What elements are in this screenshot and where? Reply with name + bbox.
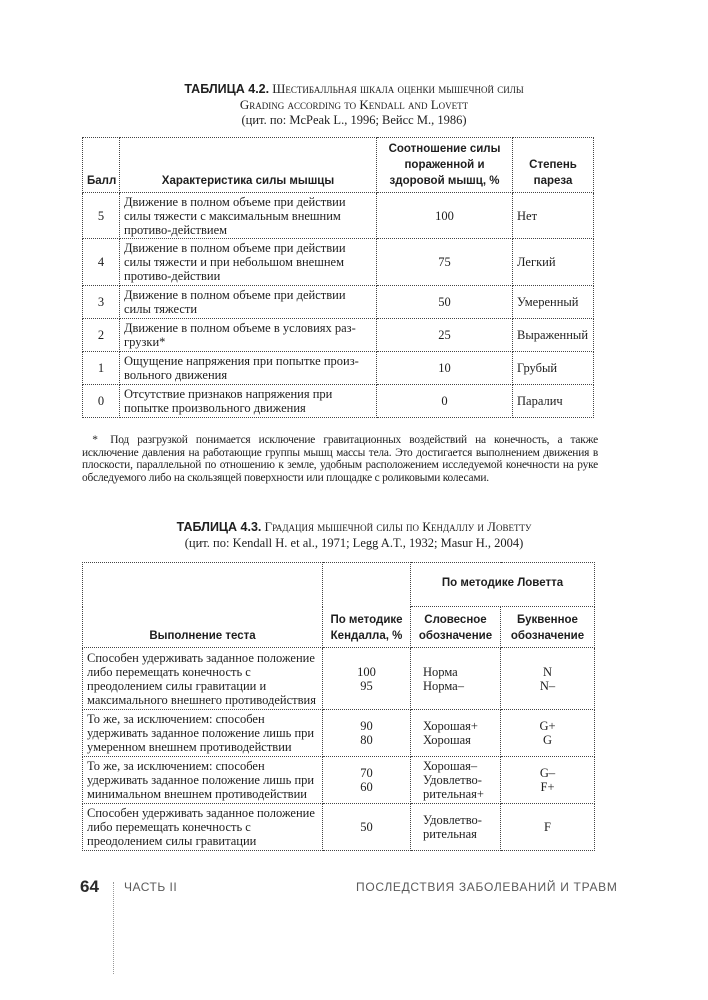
table-4-2-subtitle: Grading according to Kendall and Lovett	[239, 97, 469, 112]
kendall-cell	[323, 757, 411, 804]
score-cell: 4	[83, 239, 120, 286]
letter-value: G+	[539, 719, 556, 733]
table-row	[83, 804, 595, 851]
verbal-cell: Удовлетво-рительная	[411, 804, 501, 851]
kendall-value: 95	[360, 678, 373, 693]
score-cell: 1	[83, 352, 120, 385]
description-cell: Движение в полном объеме при действии силы тяжести	[120, 286, 377, 319]
header-lovett: По методике Ловетта	[411, 563, 595, 607]
verbal-cell	[411, 757, 501, 804]
score-cell: 0	[83, 385, 120, 418]
table-4-2-footnote	[82, 434, 598, 484]
paresis-cell: Умеренный	[513, 286, 594, 319]
kendall-value: 100	[357, 664, 376, 679]
ratio-cell: 0	[377, 385, 513, 418]
table-4-2-citation: (цит. по: McPeak L., 1996; Вейсс М., 1986)	[241, 113, 467, 127]
kendall-cell: 50	[323, 804, 411, 851]
table-row	[83, 757, 595, 804]
verbal-cell	[411, 710, 501, 757]
ratio-cell: 50	[377, 286, 513, 319]
table-row	[83, 385, 594, 418]
table-row	[83, 193, 594, 239]
footnote-text: Под разгрузкой понимается исключение гравитационных воздействий на конечность, а также исключение давления на работающие группы мышц массы тела. Это достигается выполнением движения в плоскости, параллельной по отношению к земле, удобным расположением исследуемой конечности на руке обследуемого либо на скользящей поверхности или площадке с роликовыми колесами.	[82, 434, 599, 484]
letter-cell	[501, 757, 595, 804]
ratio-cell: 25	[377, 319, 513, 352]
verbal-value: Норма–	[423, 678, 464, 693]
score-cell: 2	[83, 319, 120, 352]
description-cell: Движение в полном объеме при действии силы тяжести с максимальным внешним противо-действием	[120, 193, 377, 239]
kendall-cell	[323, 648, 411, 710]
header-test: Выполнение теста	[83, 563, 323, 648]
table-4-2-title: Шестибалльная шкала оценки мышечной силы	[272, 81, 524, 96]
description-cell: Движение в полном объеме при действии силы тяжести и при небольшом внешнем противо-действии	[120, 239, 377, 286]
ratio-cell: 10	[377, 352, 513, 385]
test-cell: Способен удерживать заданное положение либо перемещать конечность с преодолением силы гравитации	[83, 804, 323, 851]
table-row	[83, 239, 594, 286]
verbal-value: Хорошая	[423, 733, 471, 747]
test-cell: То же, за исключением: способен удерживать заданное положение лишь при умеренном внешнем противодействии	[83, 710, 323, 757]
muscle-strength-grading-table	[82, 137, 594, 418]
table-row	[83, 648, 595, 710]
header-letter: Буквенное обозначение	[501, 607, 595, 648]
score-cell: 5	[83, 193, 120, 239]
verbal-cell	[411, 648, 501, 710]
table-4-3-citation: (цит. по: Kendall H. et al., 1971; Legg A.T., 1932; Masur H., 2004)	[184, 536, 524, 550]
score-cell: 3	[83, 286, 120, 319]
verbal-value: Норма	[423, 664, 458, 679]
description-cell: Отсутствие признаков напряжения при попытке произвольного движения	[120, 385, 377, 418]
letter-value: F+	[540, 780, 555, 794]
header-score: Балл	[83, 138, 120, 193]
table-row	[83, 710, 595, 757]
letter-cell: F	[501, 804, 595, 851]
ratio-cell: 100	[377, 193, 513, 239]
description-cell: Движение в полном объеме в условиях раз-грузки*	[120, 319, 377, 352]
header-kendall: По методике Кендалла, %	[323, 563, 411, 648]
kendall-lovett-gradation-table	[82, 562, 595, 851]
letter-value: G–	[539, 766, 556, 780]
table-header-row	[83, 563, 595, 607]
header-paresis: Степень пареза	[513, 138, 594, 193]
table-row	[83, 319, 594, 352]
kendall-value: 80	[360, 733, 373, 747]
ratio-cell: 75	[377, 239, 513, 286]
page-number: 64	[80, 877, 99, 896]
description-cell: Ощущение напряжения при попытке произ-вольного движения	[120, 352, 377, 385]
page-footer	[0, 877, 708, 901]
verbal-value: Удовлетво-рительная+	[423, 773, 484, 801]
header-verbal: Словесное обозначение	[411, 607, 501, 648]
paresis-cell: Паралич	[513, 385, 594, 418]
test-cell: Способен удерживать заданное положение либо перемещать конечность с преодолением силы гравитации и максимального внешнего противодействия	[83, 648, 323, 710]
verbal-value: Хорошая–	[423, 759, 478, 773]
test-cell: То же, за исключением: способен удерживать заданное положение лишь при минимальном внешнем противодействии	[83, 757, 323, 804]
footer-divider	[113, 882, 114, 974]
paresis-cell: Выраженный	[513, 319, 594, 352]
table-row	[83, 286, 594, 319]
table-4-3-label: ТАБЛИЦА 4.3.	[176, 520, 262, 534]
letter-value: N	[542, 664, 553, 679]
kendall-value: 70	[360, 766, 373, 780]
paresis-cell: Грубый	[513, 352, 594, 385]
kendall-cell	[323, 710, 411, 757]
table-4-3-caption	[0, 519, 708, 551]
paresis-cell: Легкий	[513, 239, 594, 286]
letter-value: N–	[539, 678, 556, 693]
table-4-2-label: ТАБЛИЦА 4.2.	[184, 82, 270, 96]
header-description: Характеристика силы мышцы	[120, 138, 377, 193]
table-row	[83, 352, 594, 385]
table-4-3-title: Градация мышечной силы по Кендаллу и Ловетту	[264, 519, 532, 534]
header-ratio: Соотношение силы пораженной и здоровой мышц, %	[377, 138, 513, 193]
letter-cell	[501, 648, 595, 710]
kendall-value: 90	[360, 719, 373, 733]
chapter-title: ПОСЛЕДСТВИЯ ЗАБОЛЕВАНИЙ И ТРАВМ	[356, 880, 618, 894]
kendall-value: 60	[360, 780, 373, 794]
footnote-marker: *	[92, 434, 98, 446]
table-4-2-caption	[0, 81, 708, 128]
letter-cell	[501, 710, 595, 757]
part-label: ЧАСТЬ II	[124, 880, 178, 894]
table-header-row	[83, 138, 594, 193]
verbal-value: Хорошая+	[423, 719, 478, 733]
paresis-cell: Нет	[513, 193, 594, 239]
letter-value: G	[542, 733, 553, 747]
